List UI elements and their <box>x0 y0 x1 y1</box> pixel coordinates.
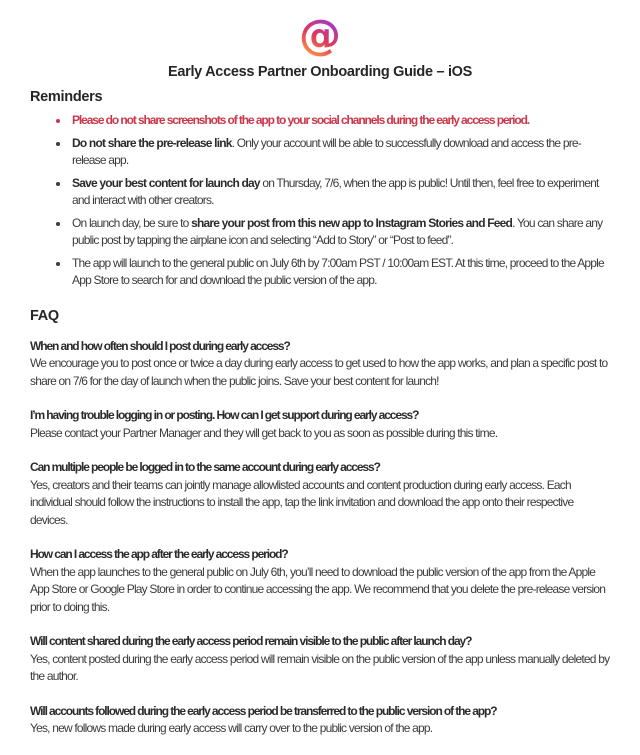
faq-question: When and how often should I post during early access? <box>30 338 290 353</box>
faq-answer: Yes, creators and their teams can jointly manage allowlisted accounts and content production during early access. Each individual should follow the instructions to install the app, tap the link invitation and download the app onto their respective devices. <box>30 477 574 527</box>
reminder-item-no-screenshots <box>70 112 610 130</box>
reminder-text: The app will launch to the general public on July 6th by 7:00am PST / 10:00am EST. At this time, proceed to the Apple App Store to search for and download the public version of the app. <box>72 255 604 287</box>
reminders-list <box>30 112 610 290</box>
reminder-text-bold: Save your best content for launch day <box>72 175 260 190</box>
reminders-heading: Reminders <box>30 89 103 105</box>
faq-question: I’m having trouble logging in or posting. How can I get support during early access? <box>30 408 419 422</box>
reminder-text: On launch day, be sure to <box>72 215 192 230</box>
reminder-item-no-link-sharing <box>70 135 610 170</box>
reminder-item-save-content <box>70 175 610 210</box>
faq-item-multiple-logins <box>30 459 610 529</box>
faq-answer: When the app launches to the general public on July 6th, you’ll need to download the public version of the app from the Apple App Store or Google Play Store in order to continue accessing the app. We recommend that you delete the pre-release version prior to doing this. <box>30 564 606 614</box>
threads-logo-icon <box>297 12 343 58</box>
faq-heading: FAQ <box>30 307 59 324</box>
faq-item-follows-transfer <box>30 703 610 738</box>
faq-section <box>30 308 610 738</box>
faq-item-content-visibility <box>30 633 610 686</box>
faq-item-support <box>30 407 610 442</box>
faq-question: Will content shared during the early access period remain visible to the public after launch day? <box>30 634 472 648</box>
reminder-text: on Thursday, 7/6, when the app is public! Until then, feel free to experiment and interact with other creators. <box>72 175 599 207</box>
reminder-text: . Only your account will be able to successfully download and access the pre-release app. <box>72 135 581 167</box>
faq-question: How can I access the app after the early access period? <box>30 547 288 561</box>
reminder-text-bold: share your post from this new app to Instagram Stories and Feed <box>191 215 513 230</box>
page-title: Early Access Partner Onboarding Guide – iOS <box>167 64 473 80</box>
svg-text:@: @ <box>299 12 341 58</box>
reminder-text-bold: Do not share the pre-release link <box>72 135 232 150</box>
faq-answer: Please contact your Partner Manager and they will get back to you as soon as possible during this time. <box>30 425 498 440</box>
faq-question: Will accounts followed during the early access period be transferred to the public version of the app? <box>30 703 497 718</box>
faq-item-access-after-period <box>30 546 610 616</box>
logo-container <box>30 12 610 60</box>
reminder-text: . You can share any public post by tapping the airplane icon and selecting “Add to Story” or “Post to feed”. <box>72 215 603 247</box>
faq-question: Can multiple people be logged in to the same account during early access? <box>30 460 380 474</box>
faq-answer: Yes, content posted during the early access period will remain visible on the public version of the app unless manually deleted by the author. <box>30 651 610 683</box>
faq-answer: Yes, new follows made during early access will carry over to the public version of the app. <box>30 721 433 735</box>
faq-item-posting-frequency <box>30 338 610 391</box>
faq-answer: We encourage you to post once or twice a day during early access to get used to how the app works, and plan a specific post to share on 7/6 for the day of launch when the public joins. Save your best content for launch! <box>30 356 608 388</box>
reminder-item-share-post <box>70 215 610 250</box>
reminder-item-public-launch <box>70 255 610 290</box>
reminder-text-bold: Please do not share screenshots of the app to your social channels during the early access period. <box>72 113 530 127</box>
